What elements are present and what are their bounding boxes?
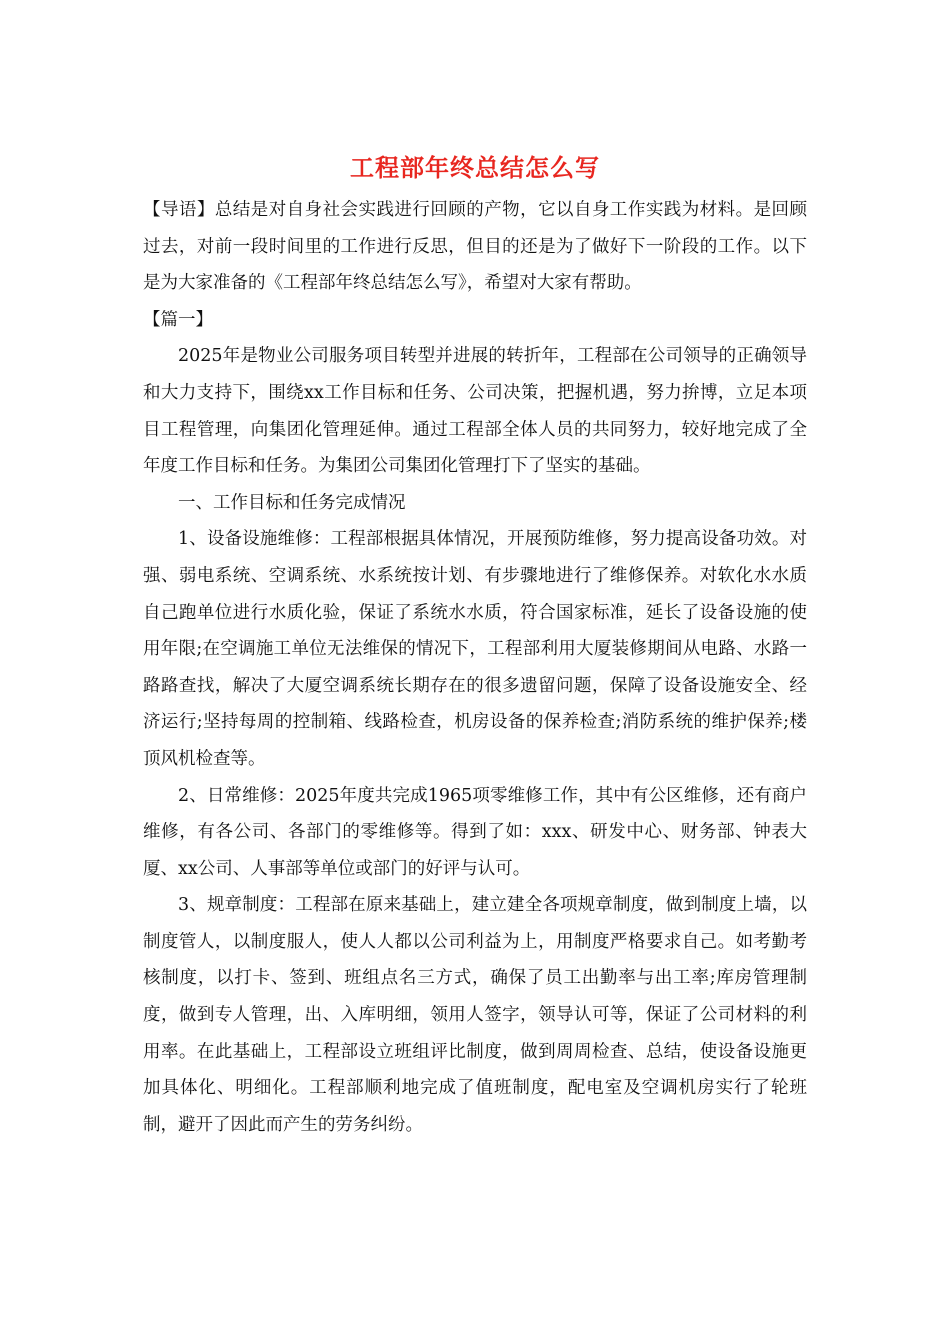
body-paragraph-2: 1、设备设施维修：工程部根据具体情况，开展预防维修，努力提高设备功效。对强、弱电系统、空调系统、水系统按计划、有步骤地进行了维修保养。对软化水水质自己跑单位进行水质化验，保证了系统水水质，符合国家标准，延长了设备设施的使用年限;在空调施工单位无法维保的情况下，工程部利用大厦装修期间从电路、水路一路路查找，解决了大厦空调系统长期存在的很多遗留问题，保障了设备设施安全、经济运行;坚持每周的控制箱、线路检查，机房设备的保养检查;消防系统的维护保养;楼顶风机检查等。 (143, 529, 807, 769)
document-page (143, 148, 807, 1143)
body-paragraph-3: 2、日常维修：2025年度共完成1965项零维修工作，其中有公区维修，还有商户维修，有各公司、各部门的零维修等。得到了如：xxx、研发中心、财务部、钟表大厦、xx公司、人事部等单位或部门的好评与认可。 (143, 785, 807, 879)
document-title: 工程部年终总结怎么写 (350, 153, 600, 182)
intro-paragraph: 【导语】总结是对自身社会实践进行回顾的产物，它以自身工作实践为材料。是回顾过去，对前一段时间里的工作进行反思，但目的还是为了做好下一阶段的工作。以下是为大家准备的《工程部年终总结怎么写》，希望对大家有帮助。 (143, 200, 807, 294)
body-paragraph-4: 3、规章制度：工程部在原来基础上，建立建全各项规章制度，做到制度上墙，以制度管人，以制度服人，使人人都以公司利益为上，用制度严格要求自己。如考勤考核制度，以打卡、签到、班组点名三方式，确保了员工出勤率与出工率;库房管理制度，做到专人管理，出、入库明细，领用人签字，领导认可等，保证了公司材料的利用率。在此基础上，工程部设立班组评比制度，做到周周检查、总结，使设备设施更加具体化、明细化。工程部顺利地完成了值班制度，配电室及空调机房实行了轮班制，避开了因此而产生的劳务纠纷。 (143, 895, 807, 1135)
section-heading: 一、工作目标和任务完成情况 (178, 492, 406, 513)
section-label: 【篇一】 (143, 309, 213, 330)
body-paragraph-1: 2025年是物业公司服务项目转型并进展的转折年，工程部在公司领导的正确领导和大力支持下，围绕xx工作目标和任务、公司决策，把握机遇，努力拚博，立足本项目工程管理，向集团化管理延伸。通过工程部全体人员的共同努力，较好地完成了全年度工作目标和任务。为集团公司集团化管理打下了坚实的基础。 (143, 346, 807, 477)
